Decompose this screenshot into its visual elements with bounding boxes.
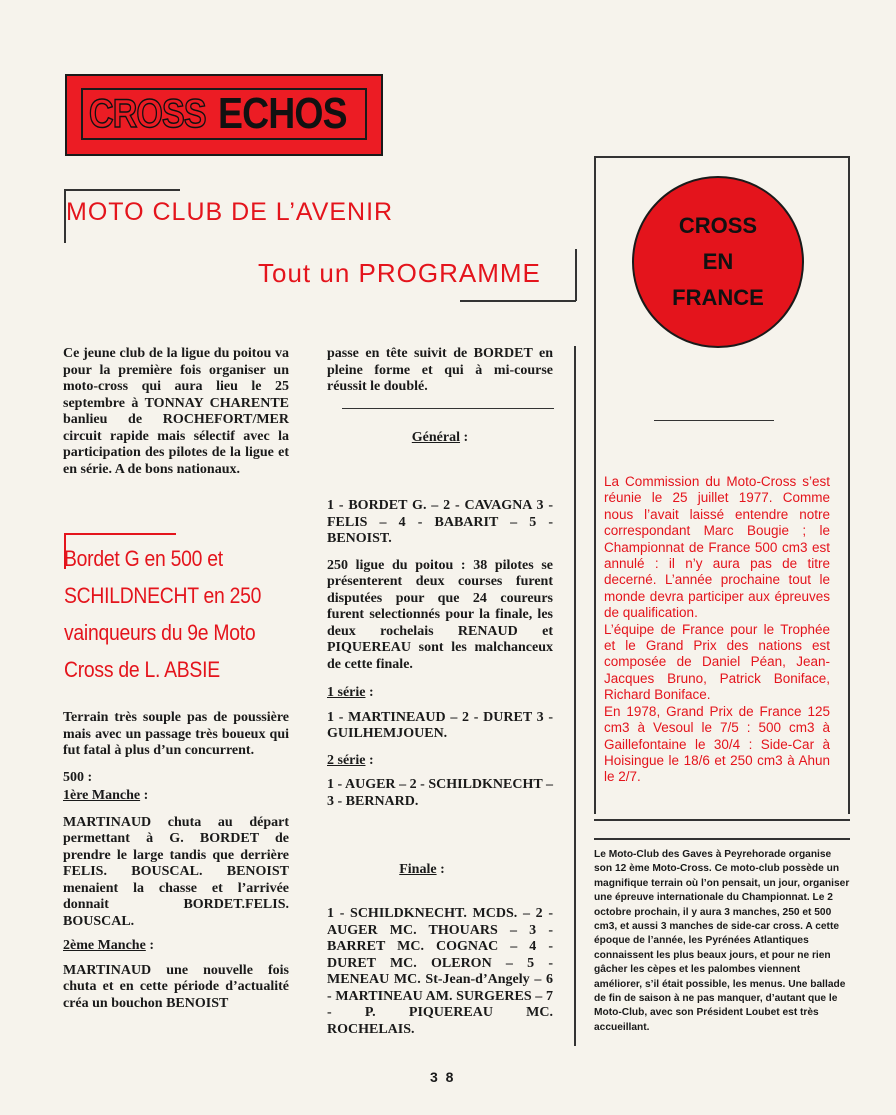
class-250-paragraph: 250 ligue du poitou : 38 pilotes se présenterent deux courses furent disputées pour que 24 coureurs furent selectionnés pour la finale, les deux rochelais RENAUD et PIQUEREAU sont les malchanceux de cette finale.: [327, 557, 553, 672]
sidebar-paragraph-3: En 1978, Grand Prix de France 125 cm3 à Vesoul le 7/5 : 500 cm3 à Gaillefontaine le 30/4 : Side-Car à Hoisingue le 18/6 et 250 cm3 à Ahun le 2/7.: [604, 703, 830, 785]
subtitle-rule-bottom: [460, 300, 576, 302]
page-number: 3 8: [430, 1069, 456, 1085]
manche1-title: 1ère Manche: [63, 788, 141, 803]
manche1-paragraph: MARTINAUD chuta au départ permettant à G. BORDET de prendre le large tandis que derrière FELIS. BOUSCAL. BENOIST menaient la chasse et l’arrivée donnait BORDET.FELIS. BOUSCAL.: [63, 814, 289, 929]
manche2-colon: :: [145, 938, 154, 953]
section-banner: [65, 74, 383, 156]
badge-line-1: CROSS: [678, 213, 758, 238]
general-colon: :: [460, 430, 469, 445]
pullquote-line-4: Cross de L. ABSIE: [64, 657, 220, 682]
sidebar-divider: [654, 420, 774, 421]
serie2-colon: :: [365, 752, 374, 768]
column-middle-top: [327, 346, 553, 396]
finale-block: [327, 906, 553, 1038]
banner-frame: [81, 88, 367, 140]
sidebar-paragraph-2: L’équipe de France pour le Trophée et le Grand Prix des nations est composée de Daniel Péan, Jean-Jacques Bruno, Patrick Boniface, Richard Boniface.: [604, 621, 830, 703]
badge-line-2: EN: [702, 249, 734, 274]
terrain-paragraph: Terrain très souple pas de poussière mais avec un passage très boueux qui fut fatal à plus d’un concurrent.: [63, 710, 289, 758]
column-left-bottom: [63, 710, 289, 1012]
class-500-label: 500 :: [63, 769, 93, 785]
pullquote-line-1: Bordet G en 500 et: [64, 546, 223, 571]
general-title: Général: [411, 430, 461, 445]
sidebar-paragraph-1: La Commission du Moto-Cross s’est réunie le 25 juillet 1977. Comme nous l’avait laissé entendre notre correspondant Marc Bougie ; le Championnat de France 500 cm3 est annulé : il n’y aura pas de titre decerné. L’année prochaine tout le monde devra participer aux épreuves de qualification.: [604, 474, 830, 621]
finale-results: 1 - SCHILDKNECHT. MCDS. – 2 - AUGER MC. THOUARS – 3 - BARRET MC. COGNAC – 4 - DURET MC. OLERON – 5 - MENEAU MC. St-Jean-d’Angely – 6 - MARTINEAU AM. SURGERES – 7 - P. PIQUEREAU MC. ROCHELAIS.: [327, 906, 553, 1037]
general-results: 1 - BORDET G. – 2 - CAVAGNA 3 - FELIS – 4 - BABARIT – 5 - BENOIST.: [327, 498, 553, 546]
serie1-results: 1 - MARTINEAUD – 2 - DURET 3 - GUILHEMJOUEN.: [327, 709, 553, 741]
intro-paragraph: Ce jeune club de la ligue du poitou va pour la première fois organiser un moto-cross qui aura lieu le 25 septembre à TONNAY CHARENTE banlieu de ROCHEFORT/MER circuit rapide mais sélectif avec la participation des pilotes de la ligue et en série. A de bons nationaux.: [63, 346, 289, 477]
col2-divider: [342, 408, 554, 409]
serie2-results: 1 - AUGER – 2 - SCHILDKNECHT – 3 - BERNARD.: [327, 777, 553, 809]
pullquote-line-3: vainqueurs du 9e Moto: [64, 620, 256, 645]
cross-en-france-badge: [632, 176, 804, 348]
manche1-colon: :: [140, 788, 149, 803]
serie1-title: 1 série: [327, 685, 366, 700]
column-left-top: [63, 346, 289, 478]
sidebar-text: [604, 474, 830, 786]
column-middle-bottom: [327, 498, 553, 810]
manche2-title: 2ème Manche: [63, 938, 146, 953]
note-paragraph: Le Moto-Club des Gaves à Peyrehorade organise son 12 ème Moto-Cross. Ce moto-club possède un magnifique terrain où l’on pensait, un jour, organiser une épreuve internationale du Championnat. Le 2 octobre prochain, il y aura 3 manches, 250 et 500 cm3, et aussi 3 manches de side-car cross. A cette époque de l’année, les Pyrénées Atlantiques connaissent les plus beaux jours, et pour ne rien gâcher les cèpes et les palombes viennent améliorer, s’il était possible, les menus. Une ballade de fin de saison à ne pas manquer, d’autant que le Moto-Club, avec son Président Loubet est très accueillant.: [594, 849, 850, 1033]
col2-intro-paragraph: passe en tête suivit de BORDET en pleine forme et qui à mi-course réussit le doublé.: [327, 346, 553, 394]
sidebar-bottom-rule: [594, 838, 850, 840]
title-rule-top: [64, 189, 180, 191]
pullquote: [64, 540, 312, 688]
finale-colon: :: [436, 862, 445, 877]
sidebar-box-bottom: [594, 819, 850, 821]
pullquote-rule-top: [64, 533, 176, 535]
pullquote-line-2: SCHILDNECHT en 250: [64, 583, 262, 608]
general-heading: [327, 430, 553, 447]
finale-heading: [327, 862, 517, 879]
subtitle-rule-right: [575, 249, 577, 301]
serie2-title: 2 série: [327, 752, 366, 768]
article-title: MOTO CLUB DE L’AVENIR: [66, 198, 394, 226]
serie1-colon: :: [365, 685, 374, 700]
banner-word-cross: CROSS: [89, 91, 206, 136]
column-separator: [574, 346, 576, 1046]
peyrehorade-note: [594, 848, 850, 1035]
article-subtitle: Tout un PROGRAMME: [258, 258, 541, 288]
finale-title: Finale: [399, 862, 437, 877]
banner-word-echos: ECHOS: [218, 89, 348, 138]
badge-line-3: FRANCE: [672, 285, 764, 310]
manche2-paragraph: MARTINAUD une nouvelle fois chuta et en cette période d’actualité créa un bouchon BENOIST: [63, 962, 289, 1011]
